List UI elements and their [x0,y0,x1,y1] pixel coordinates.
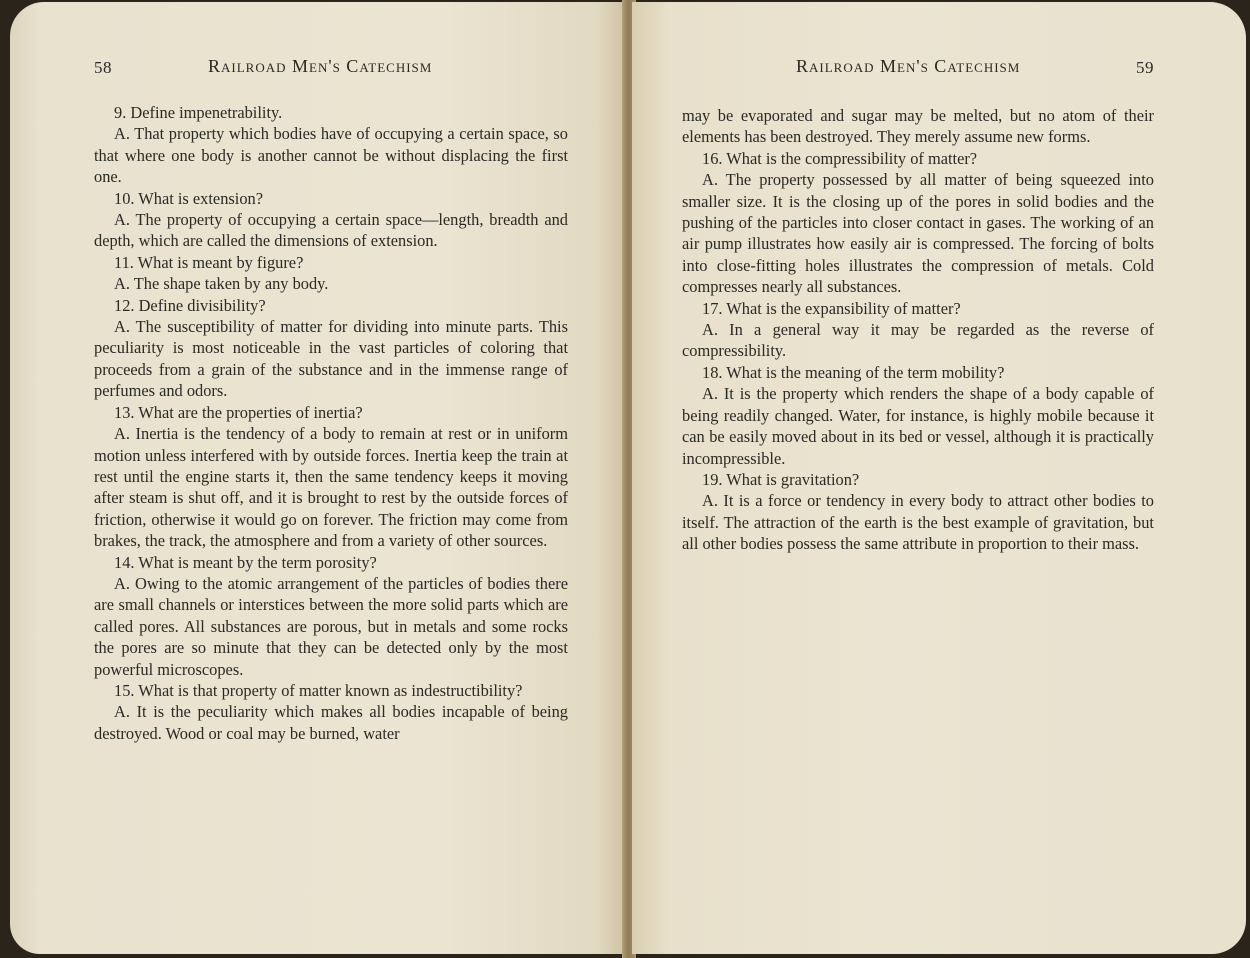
paragraph: A. It is the peculiarity which makes all bodies incapable of being destroyed. Wood or coal may be burned, water [94,702,568,743]
paragraph: 14. What is meant by the term porosity? [114,552,377,572]
right-page-text [682,105,1154,555]
paragraph: 10. What is extension? [114,188,264,208]
left-page [10,2,628,954]
paragraph: A. Inertia is the tendency of a body to remain at rest or in uniform motion unless interfered with by outside forces. Inertia keep the train at rest until the engine starts it, then the same tendency keeps it moving after steam is shut off, and it is brought to rest by the outside forces of friction, otherwise it would go on forever. The friction may come from brakes, the track, the atmosphere and from a variety of other sources. [94,424,568,551]
left-page-text [94,102,568,744]
paragraph: A. The susceptibility of matter for dividing into minute parts. This peculiarity is most noticeable in the vast particles of coloring that proceeds from a grain of the substance and in the immense range of perfumes and odors. [94,317,568,401]
left-running-title: Railroad Men's Catechism [208,56,433,76]
paragraph: 15. What is that property of matter known as indestructibility? [114,680,523,700]
paragraph: A. The property possessed by all matter of being squeezed into smaller size. It is the closing up of the pores in solid bodies and the pushing of the particles into closer contact in gases. The working of an air pump illustrates how easily air is compressed. The forcing of bolts into close-fitting holes illustrates the compression of metals. Cold compresses nearly all substances. [682,170,1154,297]
left-page-header [10,56,628,84]
paragraph: 12. Define divisibility? [114,295,266,315]
right-page-header [632,56,1246,84]
paragraph: 13. What are the properties of inertia? [114,402,363,422]
paragraph: A. It is a force or tendency in every body to attract other bodies to itself. The attraction of the earth is the best example of gravitation, but all other bodies possess the same attribute in proportion to their mass. [682,491,1154,554]
paragraph: 9. Define impenetrability. [114,103,283,122]
left-page-number: 58 [94,58,112,77]
paragraph: A. Owing to the atomic arrangement of the particles of bodies there are small channels or interstices between the more solid parts which are called pores. All substances are porous, but in metals and some rocks the pores are so minute that they can be detected only by the most powerful microscopes. [94,573,568,679]
right-page-number: 59 [1136,58,1154,77]
paragraph: A. The property of occupying a certain space—length, breadth and depth, which are called the dimensions of extension. [94,210,568,251]
paragraph: 16. What is the compressibility of matter? [702,148,978,168]
paragraph: 19. What is gravitation? [702,469,860,489]
paragraph: A. It is the property which renders the shape of a body capable of being readily changed. Water, for instance, is highly mobile because it can be easily moved about in its bed or vessel, although it is practically incompressible. [682,384,1154,468]
continued-paragraph: may be evaporated and sugar may be melted, but no atom of their elements has been destroyed. They merely assume new forms. [682,106,1154,147]
paragraph: 11. What is meant by figure? [114,252,304,272]
paragraph: A. The shape taken by any body. [114,274,329,294]
right-running-title: Railroad Men's Catechism [796,56,1021,76]
right-page [632,2,1246,954]
paragraph: A. That property which bodies have of occupying a certain space, so that where one body is another cannot be without displacing the first one. [94,124,568,187]
paragraph: 17. What is the expansibility of matter? [702,298,961,318]
paragraph: A. In a general way it may be regarded as the reverse of compressibility. [682,320,1154,361]
paragraph: 18. What is the meaning of the term mobility? [702,362,1005,382]
